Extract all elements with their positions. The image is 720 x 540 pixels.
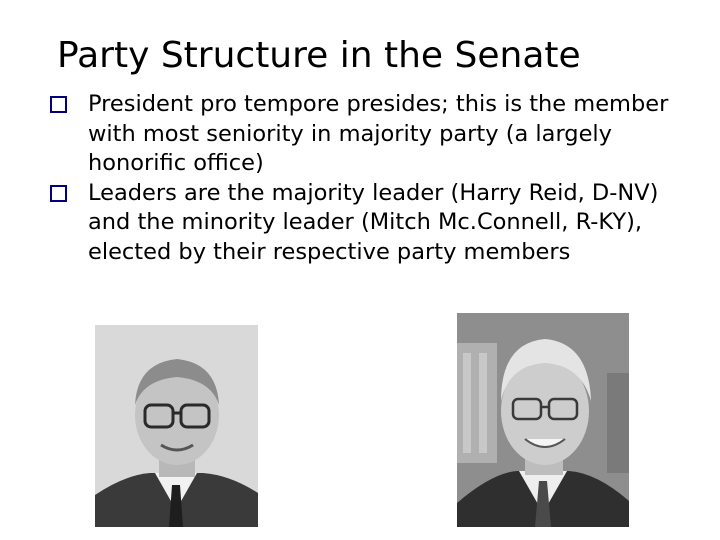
checkbox-bullet-icon: [50, 185, 67, 202]
bullet-text: President pro tempore presides; this is the member with most seniority in majority party (a largely honorific office): [88, 91, 669, 176]
portrait-photo-right: [457, 313, 629, 527]
bullet-list: [50, 90, 670, 267]
bullet-item: [50, 179, 670, 268]
slide-title: Party Structure in the Senate: [57, 35, 581, 76]
portrait-photo-left: [95, 325, 258, 527]
bullet-text: Leaders are the majority leader (Harry Reid, D-NV) and the minority leader (Mitch Mc.Connell, R-KY), elected by their respective party members: [88, 179, 659, 265]
bullet-item: [50, 90, 670, 179]
checkbox-bullet-icon: [50, 96, 67, 113]
